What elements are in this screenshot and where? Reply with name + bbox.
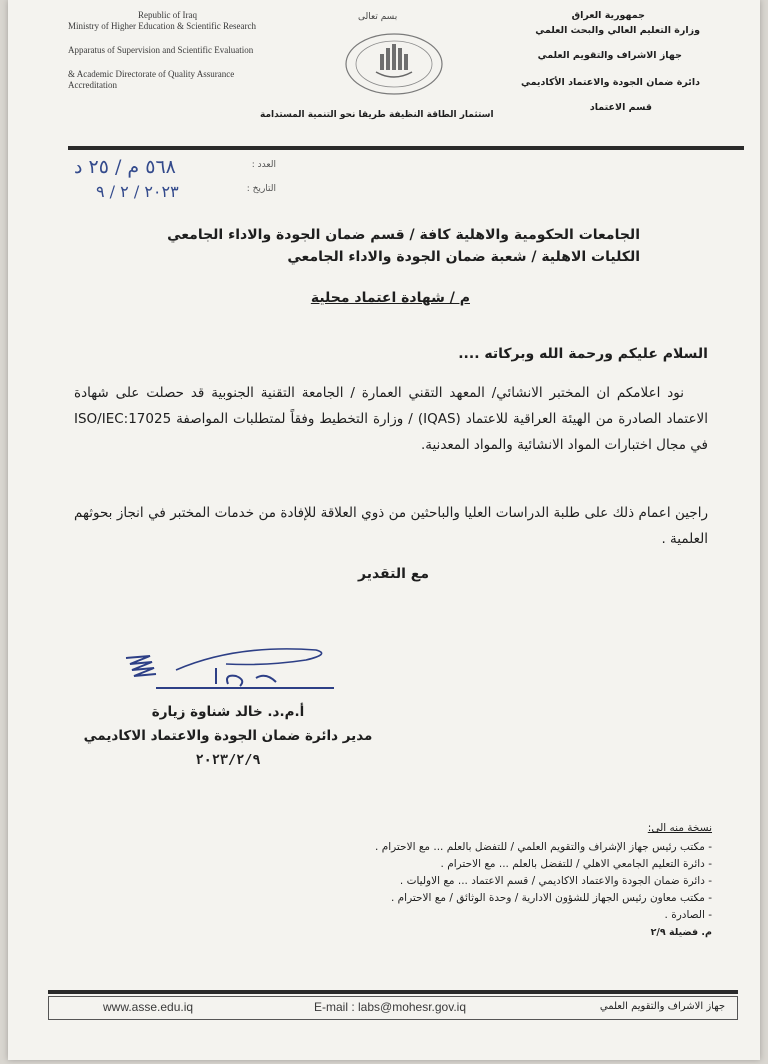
header-en-ministry: Ministry of Higher Education & Scientific Research [68, 21, 256, 31]
footer-email: E-mail : labs@mohesr.gov.iq [314, 1000, 467, 1014]
signatory-name: أ.م.د. خالد شناوة زيارة [151, 704, 305, 720]
date-label: التاريخ : [246, 184, 276, 194]
footer-box [48, 996, 738, 1020]
recipient-line-2: الكليات الاهلية / شعبة ضمان الجودة والاداء الجامعي [287, 249, 640, 265]
header-ar-ministry: وزارة التعليم العالي والبحث العلمي [535, 25, 700, 36]
signatory-title: مدير دائرة ضمان الجودة والاعتماد الاكاديمي [83, 728, 373, 744]
header-en-apparatus: Apparatus of Supervision and Scientific Evaluation [68, 45, 254, 55]
footer-divider [48, 990, 738, 994]
header-ar-department: قسم الاعتماد [589, 102, 652, 113]
recipient-line-1: الجامعات الحكومية والاهلية كافة / قسم ضمان الجودة والاداء الجامعي [167, 227, 640, 243]
document-page [8, 0, 760, 1060]
handwritten-signature [116, 640, 346, 700]
body-paragraph-2: راجين اعمام ذلك على طلبة الدراسات العليا والباحثين من ذوي العلاقة للإفادة من خدمات المختبر في انجاز بحوثهم العلمية . [74, 505, 708, 547]
agency-logo [344, 32, 444, 96]
copy-item: - دائرة ضمان الجودة والاعتماد الاكاديمي / قسم الاعتماد ... مع الاوليات . [399, 875, 712, 887]
footer-website: www.asse.edu.iq [103, 1000, 194, 1014]
signatory-date: ٢٠٢٣/٢/٩ [195, 752, 261, 768]
number-value: ٥٦٨ م / ٢٥ د [74, 156, 176, 178]
footer-org: جهاز الاشراف والتقويم العلمي [599, 1001, 725, 1012]
copies-reference: م. فضيلة ٢/٩ [650, 927, 712, 938]
reference-block [68, 156, 276, 208]
recipients [120, 224, 640, 268]
basmala: بسم تعالى [358, 12, 398, 22]
header-en-directorate: & Academic Directorate of Quality Assurance [68, 69, 235, 79]
closing: مع التقدير [358, 566, 430, 582]
number-label: العدد : [251, 160, 276, 170]
copy-item: - دائرة التعليم الجامعي الاهلي / للتفضل بالعلم ... مع الاحترام . [440, 858, 712, 870]
copies-heading: نسخة منه الى: [647, 822, 712, 834]
greeting: السلام عليكم ورحمة الله وبركاته .... [458, 346, 708, 362]
header-divider [68, 146, 744, 150]
header-ar-country: جمهورية العراق [571, 10, 645, 21]
subject: م / شهادة اعتماد محلية [310, 290, 470, 306]
header-arabic [480, 10, 700, 113]
copy-item: - الصادرة . [664, 909, 712, 921]
signatory-block [78, 700, 378, 772]
body-paragraph-1: نود اعلامكم ان المختبر الانشائي/ المعهد التقني العمارة / الجامعة التقنية الجنوبية قد حصلت على شهادة الاعتماد الصادرة من الهيئة العراقية للاعتماد (IQAS) / وزارة التخطيط وفقاً لمتطلبات المواصفة ISO/IEC:17025 في مجال اختبارات المواد الانشائية والمواد المعدنية. [74, 385, 709, 453]
copy-item: - مكتب معاون رئيس الجهاز للشؤون الادارية / وحدة الوثائق / مع الاحترام . [391, 892, 712, 904]
header-ar-directorate: دائرة ضمان الجودة والاعتماد الأكاديمي [520, 77, 700, 88]
header-en-accreditation: Accreditation [68, 80, 117, 90]
header-ar-apparatus: جهاز الاشراف والتقويم العلمي [537, 50, 682, 61]
date-value: ٢٠٢٣ / ٢ / ٩ [96, 182, 179, 201]
header-english [68, 10, 328, 91]
copy-item: - مكتب رئيس جهاز الإشراف والتقويم العلمي / للتفضل بالعلم ... مع الاحترام . [375, 841, 712, 853]
copies-block [312, 820, 712, 941]
slogan: استثمار الطاقة النظيفة طريقا نحو التنمية المستدامة [260, 110, 494, 120]
header-en-country: Republic of Iraq [138, 10, 197, 20]
